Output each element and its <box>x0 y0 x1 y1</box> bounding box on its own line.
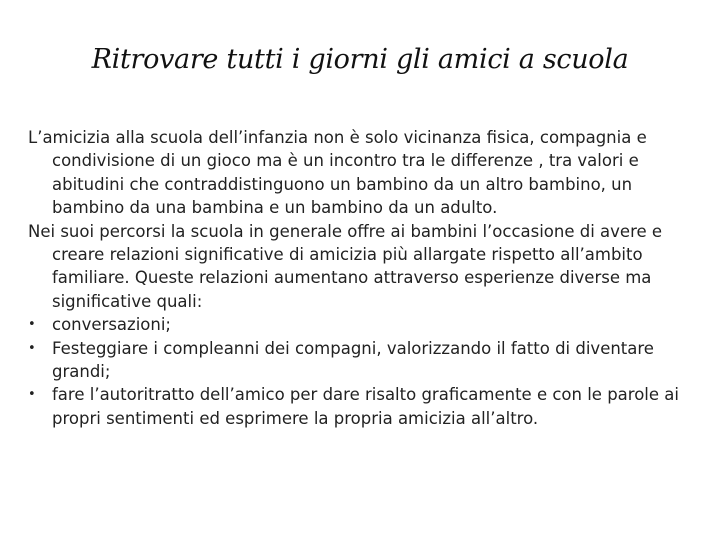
bullet-dot-icon: • <box>28 340 36 356</box>
bullet-item <box>28 383 698 430</box>
bullet-dot-icon: • <box>28 387 36 403</box>
bullet-text: fare l’autoritratto dell’amico per dare risalto graficamente e con le parole ai propri sentimenti ed esprimere la propria amicizia all’altro. <box>52 385 679 428</box>
bullet-dot-icon: • <box>28 317 36 333</box>
slide-title: Ritrovare tutti i giorni gli amici a scuola <box>91 44 629 75</box>
bullet-item <box>28 313 698 336</box>
bullet-text: conversazioni; <box>52 315 171 335</box>
bullet-text: Festeggiare i compleanni dei compagni, valorizzando il fatto di diventare grandi; <box>52 338 654 382</box>
paragraph-amicizia: L’amicizia alla scuola dell’infanzia non è solo vicinanza fisica, compagnia e condivisione di un gioco ma è un incontro tra le differenze , tra valori e abitudini che contraddistinguono un bambino da un altro bambino, un bambino da una bambina e un bambino da un adulto. <box>28 128 647 218</box>
bullet-item <box>28 337 698 384</box>
paragraph-percorsi: Nei suoi percorsi la scuola in generale offre ai bambini l’occasione di avere e creare relazioni significative di amicizia più allargate rispetto all’ambito familiare. Queste relazioni aumentano attraverso esperienze diverse ma significative quali: <box>28 221 663 311</box>
slide-body <box>28 126 698 430</box>
